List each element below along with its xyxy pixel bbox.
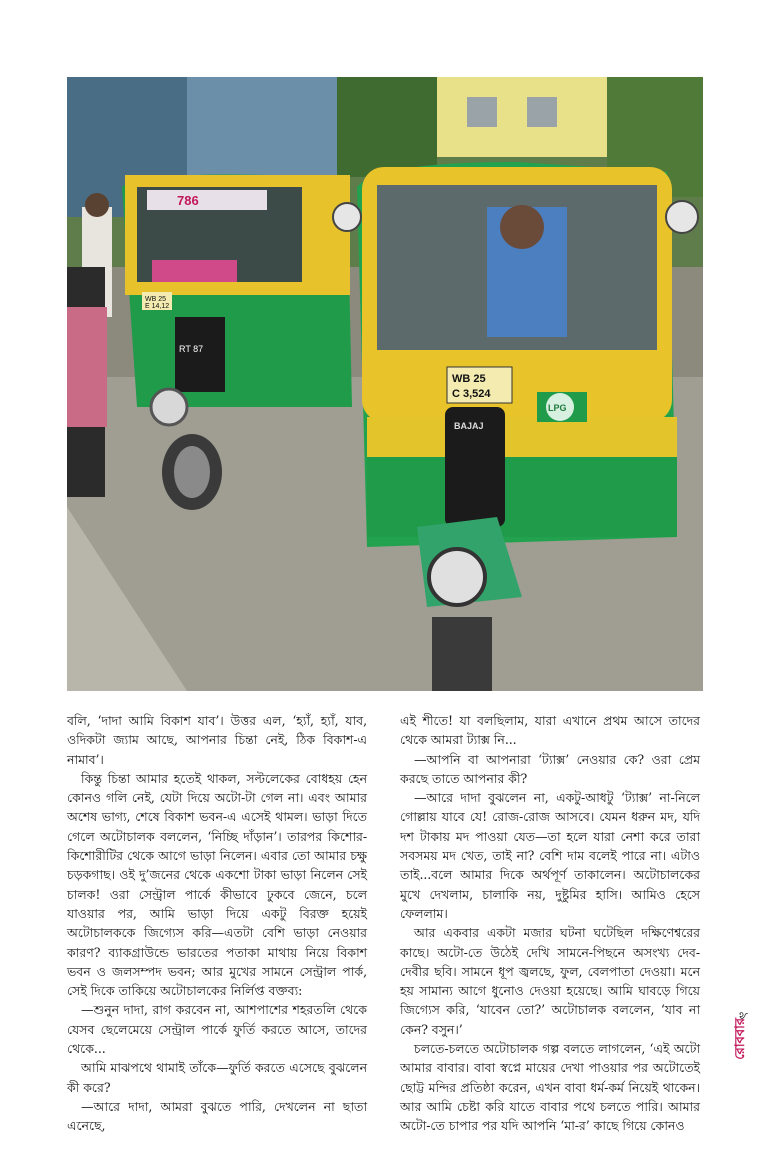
paragraph: এই শীতে! যা বলছিলাম, যারা এখানে প্রথম আসে তাদের থেকে আমরা ট্যাক্স নি... (400, 713, 700, 748)
paragraph: —শুনুন দাদা, রাগ করবেন না, আশপাশের শহরতলি থেকে যেসব ছেলেমেয়ে সেন্ট্রাল পার্কে ফুর্তি করতে আসে, তাদের থেকে... (67, 1002, 367, 1057)
photo-illustration (67, 77, 703, 691)
article-column-right (400, 711, 700, 1136)
right-plate-line2: C 3,524 (452, 388, 491, 400)
page-number: ৯ (735, 1011, 751, 1020)
auto-rickshaw-photo (67, 77, 703, 691)
lpg-badge: LPG (548, 403, 567, 413)
paragraph: বলি, ‘দাদা আমি বিকাশ যাব’। উত্তর এল, ‘হ্যাঁ, হ্যাঁ, যাব, ওদিকটা জ্যাম আছে, আপনার চিন্তা নেই, ঠিক বিকাশ-এ নামাব’। (67, 713, 367, 767)
paragraph: চলতে-চলতে অটোচালক গল্প বলতে লাগলেন, ‘এই অটো আমার বাবার। বাবা স্বপ্নে মায়ের দেখা পাওয়ার পর অটোতেই ছোট্ট মন্দির প্রতিষ্ঠা করেন, এখন বাবা ধর্ম-কর্ম নিয়েই থাকেন। আর আমি চেষ্টা করি যাতে বাবার পথে চলতে পারি। আমার অটো-তে চাপার পর যদি আপনি ‘মা-র’ কাছে গিয়ে কোনও (400, 1041, 700, 1134)
paragraph: —আপনি বা আপনারা ‘ট্যাক্স’ নেওয়ার কে? ওরা প্রেম করছে তাতে আপনার কী? (400, 751, 700, 786)
article-column-left (67, 711, 367, 1136)
paragraph: কিন্তু চিন্তা আমার হতেই থাকল, সল্টলেকের বোধহয় হেন কোনও গলি নেই, যেটা দিয়ে অটো-টা গেল না। এবং আমার অশেষ ভাগ্য, শেষে বিকাশ ভবন-এ এসেই থামল। ভাড়া দিতে গেলে অটোচালক বললেন, ‘নিচ্ছি দাঁড়ান’। তারপর কিশোর-কিশোরীটির থেকে আগে ভাড়া নিলেন। এবার তো আমার চক্ষু চড়কগাছ। ওই দু’জনের থেকে একশো টাকা ভাড়া নিলেন সেই চালক! ওরা সেন্ট্রাল পার্কে কীভাবে ঢুকবে জেনে, চলে যাওয়ার পর, আমি ভাড়া দিয়ে একটু বিরক্ত হয়েই অটোচালককে জিগ্যেস করি—এতটা বেশি ভাড়া নেওয়ার কারণ? ব্যাকগ্রাউন্ডে ভারতের পতাকা মাথায় নিয়ে বিকাশ ভবন ও জলসম্পদ ভবন; আর মুখের সামনে সেন্ট্রাল পার্ক, সেই দিকে তাকিয়ে অটোচালকের নির্লিপ্ত বক্তব্য: (67, 770, 367, 999)
paragraph: —আরে দাদা, আমরা বুঝতে পারি, দেখলেন না ছাতা এনেছে, (67, 1098, 367, 1134)
paragraph: আমি মাঝপথে থামাই তাঁকে—ফুর্তি করতে এসেছে বুঝলেন কী করে? (67, 1060, 367, 1095)
brand-badge: BAJAJ (454, 421, 484, 431)
paragraph: —আরে দাদা বুঝলেন না, একটু-আধটু ‘ট্যাক্স’ না-নিলে গোল্লায় যাবে যে! রোজ-রোজ আসবে। যেমন ধরুন মদ, যদি দশ টাকায় মদ পাওয়া যেত—তা হলে যারা নেশা করে তারা সবসময় মদ খেত, তাই না? বেশি দাম বলেই পারে না। এটাও তাই...বলে আমার দিকে অর্থপূর্ণ তাকালেন। অটোচালকের মুখে দেখলাম, চালাকি নয়, দুষ্টুমির হাসি। আমিও হেসে ফেললাম। (400, 790, 700, 921)
left-plate-line1: WB 25 (145, 296, 167, 303)
top-sign-text: 786 (177, 193, 199, 208)
magazine-name: রোববার (733, 1018, 748, 1060)
left-plate-line2: E 14,12 (145, 303, 170, 310)
right-plate-line1: WB 25 (452, 373, 486, 385)
paragraph: আর একবার একটা মজার ঘটনা ঘটেছিল দক্ষিণেশ্বরের কাছে। অটো-তে উঠেই দেখি সামনে-পিছনে অসংখ্য দেব-দেবীর ছবি। সামনে ধূপ জ্বলছে, ফুল, বেলপাতা দেওয়া। মনে হয় সামান্য আগে ধুনোও দেওয়া হয়েছে। আমি ঘাবড়ে গিয়ে জিগ্যেস করি, ‘যাবেন তো?’ অটোচালক বললেন, ‘যাব না কেন? বসুন।’ (400, 925, 700, 1037)
rt-badge: RT 87 (179, 344, 204, 354)
